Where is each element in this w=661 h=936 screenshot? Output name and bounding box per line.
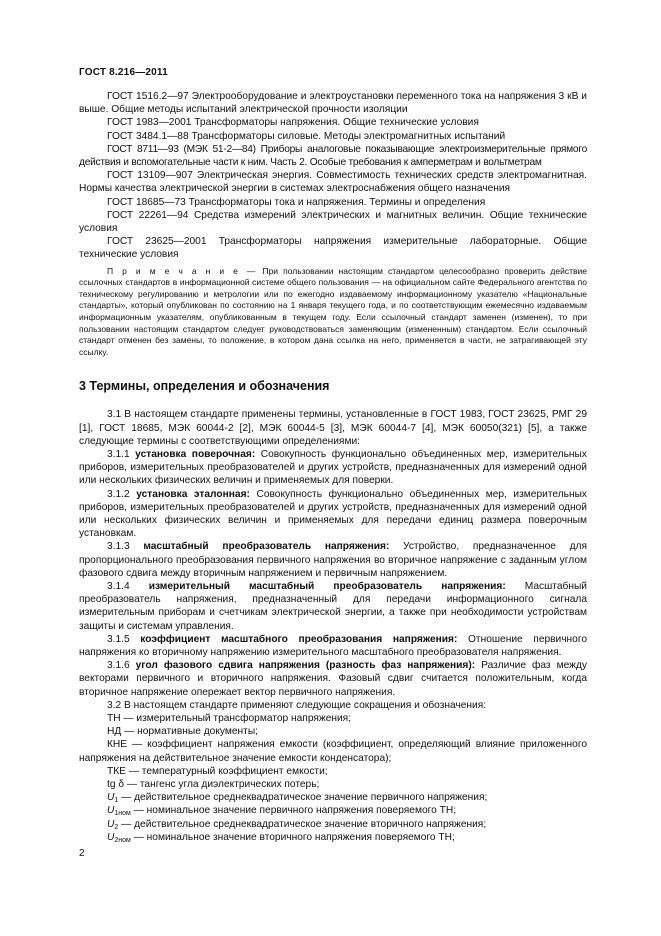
ref-item: ГОСТ 13109—907 Электрическая энергия. Совместимость технических средств электромагнитная. Нормы качества электрической энергии в системах электроснабжения общего назначения	[79, 170, 587, 195]
page-number: 2	[79, 848, 85, 859]
ref-item: ГОСТ 18685—73 Трансформаторы тока и напряжения. Термины и определения	[107, 196, 486, 208]
para-3-1: 3.1 В настоящем стандарте применены термины, установленные в ГОСТ 1983, ГОСТ 23625, РМГ 29 [1], ГОСТ 18685, МЭК 60044-2 [2], МЭК 60044-5 [3], МЭК 60044-7 [4], МЭК 60050(321) [5], а также следующие термины с соответствующими определениями:	[79, 409, 587, 447]
symbol-definition: $U_{2ном}$ — номинальное значение вторичного напряжения поверяемого ТН;	[107, 831, 455, 844]
page-body	[79, 90, 587, 844]
term-name: угол фазового сдвига напряжения (разность фаз напряжения):	[135, 660, 476, 672]
abbreviation: КНЕ — коэффициент напряжения емкости (коэффициент, определяющий влияние приложенного напряжения на действительное значение емкости конденсатора);	[79, 739, 587, 764]
abbreviation: ТКЕ — температурный коэффициент емкости;	[107, 765, 328, 777]
term-definition: 3.1.6 угол фазового сдвига напряжения (разность фаз напряжения): Различие фаз между векторами первичного и вторичного напряжения. Фазовый сдвиг считается положительным, когда вторичное напряжение опережает вектор первичного напряжения.	[79, 660, 587, 698]
section-title: 3 Термины, определения и обозначения	[79, 379, 330, 394]
term-name: установка эталонная:	[136, 488, 250, 500]
abbreviation: НД — нормативные документы;	[107, 726, 258, 738]
term-definition: 3.1.1 установка поверочная: Совокупность функционально объединенных мер, измерительных приборов, измерительных преобразователей и других устройств, предназначенных для измерений одной или нескольких физических величин и применяемых для поверки.	[79, 449, 587, 487]
term-name: коэффициент масштабного преобразования напряжения:	[140, 633, 458, 645]
term-definition: 3.1.5 коэффициент масштабного преобразования напряжения: Отношение первичного напряжения ко вторичному напряжению измерительного масштабного преобразователя напряжения.	[79, 633, 588, 659]
ref-item: ГОСТ 8711—93 (МЭК 51-2—84) Приборы аналоговые показывающие электроизмерительные прямого действия и вспомогательные части к ним. Часть 2. Особые требования к амперметрам и вольтметрам	[79, 143, 587, 169]
symbol-definition: $U_{1ном}$ — номинальное значение первичного напряжения поверяемого ТН;	[107, 805, 457, 818]
term-name: установка поверочная:	[135, 449, 256, 460]
document-header: ГОСТ 8.216—2011	[79, 67, 168, 78]
ref-item: ГОСТ 23625—2001 Трансформаторы напряжения измерительные лабораторные. Общие технические условия	[79, 236, 587, 261]
ref-item: ГОСТ 1516.2—97 Электрооборудование и электроустановки переменного тока на напряжения 3 кВ и выше. Общие методы испытаний электрической прочности изоляции	[79, 91, 587, 116]
term-definition: 3.1.4 измерительный масштабный преобразователь напряжения: Масштабный преобразователь напряжения, предназначенный для передачи информационного сигнала измерительным приборам и счетчикам электрической энергии, а также при необходимости устройствам защиты и системам управления.	[79, 581, 587, 632]
para-3-2: 3.2 В настоящем стандарте применяют следующие сокращения и обозначения:	[107, 699, 487, 711]
symbol-definition: $U_1$ — действительное среднеквадратическое значение первичного напряжения;	[107, 792, 488, 805]
symbol-definition: tg δ — тангенс угла диэлектрических потерь;	[107, 779, 320, 791]
term-name: измерительный масштабный преобразователь напряжения:	[148, 581, 506, 593]
note-label: П р и м е ч а н и е —	[107, 265, 258, 276]
term-definition: 3.1.2 установка эталонная: Совокупность функционально объединенных мер, измерительных приборов, измерительных преобразователей и других устройств, предназначенных для измерений одной или нескольких физических величин и применяемых для передачи единиц размера поверочным установкам.	[79, 488, 587, 540]
symbol-definition: $U_2$ — действительное среднеквадратическое значение вторичного напряжения;	[107, 818, 487, 831]
ref-item: ГОСТ 22261—94 Средства измерений электрических и магнитных величин. Общие технические условия	[79, 209, 587, 235]
abbreviation: ТН — измерительный трансформатор напряжения;	[107, 713, 352, 725]
ref-item: ГОСТ 3484.1—88 Трансформаторы силовые. Методы электромагнитных испытаний	[107, 130, 506, 142]
term-definition: 3.1.3 масштабный преобразователь напряжения: Устройство, предназначенное для пропорционального преобразования первичного напряжения во вторичное напряжение с заданным углом фазового сдвига между вторичным напряжением и первичным напряжением.	[79, 541, 587, 579]
ref-item: ГОСТ 1983—2001 Трансформаторы напряжения. Общие технические условия	[107, 117, 479, 129]
note-text: При пользовании настоящим стандартом целесообразно проверить действие ссылочных стандартов в информационной системе общего пользования — на официальном сайте Федерального агентства по техническому регулированию и метрологии или по ежегодно издаваемому информационному указателю «Национальные стандарты», который опубликован по состоянию на 1 января текущего года, и по соответствующим ежемесячно издаваемым информационным указателям, опубликованным в текущем году. Если ссылочный стандарт заменен (изменен), то при пользовании настоящим стандартом следует руководствоваться заменяющим (измененным) стандартом. Если ссылочный стандарт отменен без замены, то положение, в котором дана ссылка на него, применяется в части, не затрагивающей эту ссылку.	[79, 265, 587, 357]
term-name: масштабный преобразователь напряжения:	[143, 541, 390, 553]
note	[79, 266, 587, 359]
